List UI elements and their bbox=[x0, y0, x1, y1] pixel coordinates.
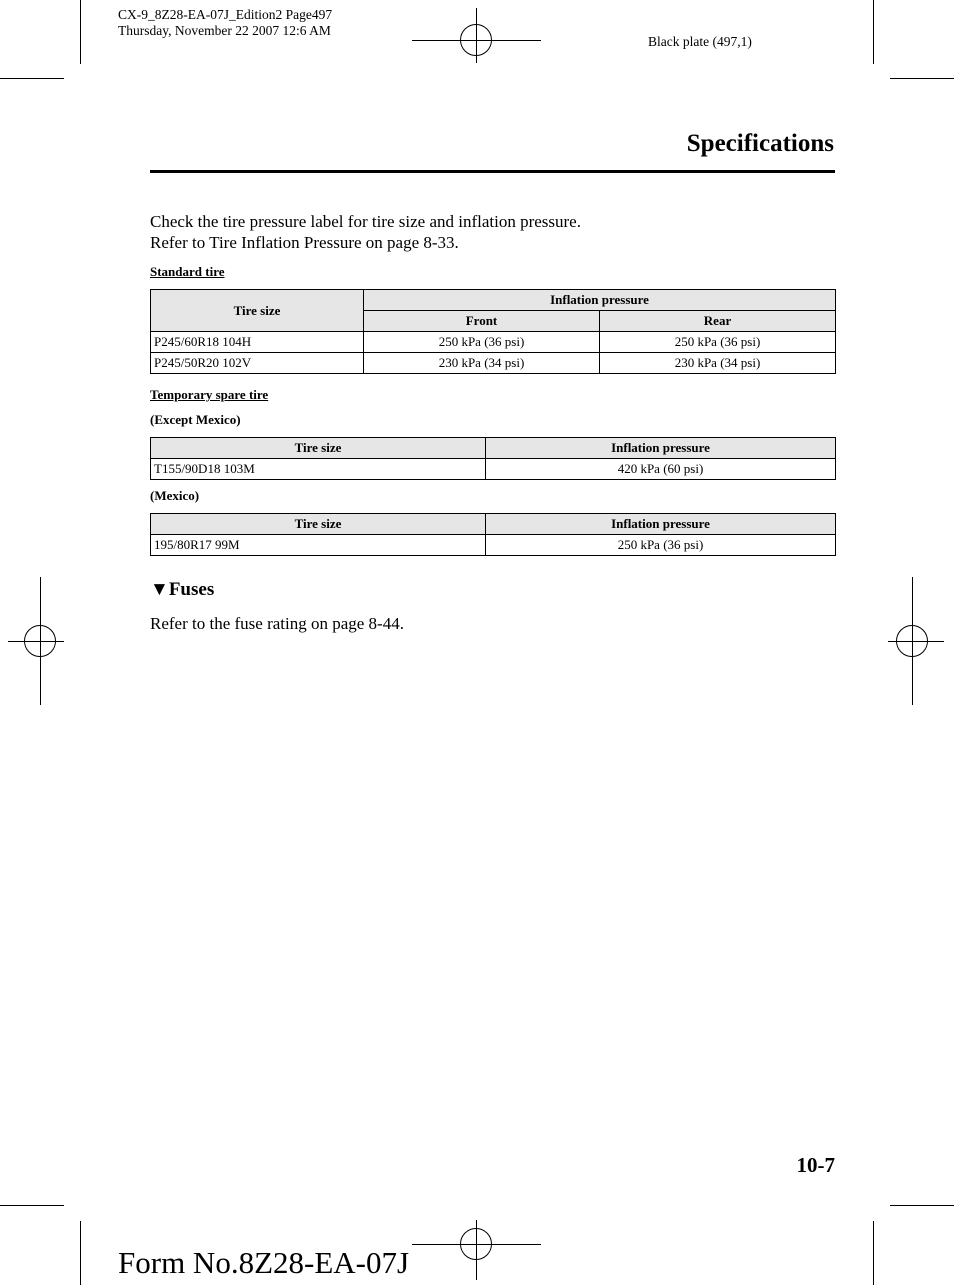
registration-circle bbox=[460, 24, 492, 56]
intro-text bbox=[150, 211, 581, 253]
col-header-tire-size: Tire size bbox=[151, 290, 364, 332]
print-slug bbox=[118, 7, 332, 39]
crop-mark bbox=[873, 1221, 874, 1285]
tire-size-cell: P245/50R20 102V bbox=[151, 353, 364, 374]
table-row bbox=[151, 459, 836, 480]
title-rule bbox=[150, 170, 835, 173]
col-header-inflation: Inflation pressure bbox=[486, 438, 836, 459]
page-title: Specifications bbox=[686, 130, 834, 157]
except-mexico-label: (Except Mexico) bbox=[150, 412, 241, 427]
fuses-title: Fuses bbox=[168, 579, 215, 600]
crop-mark bbox=[890, 1205, 954, 1206]
spare-tire-except-mexico-table bbox=[150, 437, 836, 480]
rear-pressure-cell: 250 kPa (36 psi) bbox=[600, 332, 836, 353]
crop-mark bbox=[890, 78, 954, 79]
tire-size-cell: 195/80R17 99M bbox=[151, 535, 486, 556]
plate-label: Black plate (497,1) bbox=[648, 34, 752, 49]
front-pressure-cell: 250 kPa (36 psi) bbox=[364, 332, 600, 353]
date-line: Thursday, November 22 2007 12:6 AM bbox=[118, 23, 331, 38]
crop-mark bbox=[873, 0, 874, 64]
page-number: 10-7 bbox=[796, 1153, 835, 1177]
spare-tire-mexico-table bbox=[150, 513, 836, 556]
crop-mark bbox=[0, 1205, 64, 1206]
intro-line-2: Refer to Tire Inflation Pressure on page 8-33. bbox=[150, 233, 459, 252]
tire-size-cell: P245/60R18 104H bbox=[151, 332, 364, 353]
col-header-tire-size: Tire size bbox=[151, 514, 486, 535]
spare-tire-heading: Temporary spare tire bbox=[150, 387, 269, 402]
registration-circle bbox=[460, 1228, 492, 1260]
crop-mark bbox=[80, 0, 81, 64]
col-header-rear: Rear bbox=[600, 311, 836, 332]
table-row bbox=[151, 353, 836, 374]
standard-tire-table bbox=[150, 289, 836, 374]
crop-mark bbox=[0, 78, 64, 79]
fuses-heading bbox=[150, 579, 214, 601]
registration-circle bbox=[896, 625, 928, 657]
col-header-tire-size: Tire size bbox=[151, 438, 486, 459]
col-header-inflation: Inflation pressure bbox=[486, 514, 836, 535]
front-pressure-cell: 230 kPa (34 psi) bbox=[364, 353, 600, 374]
pressure-cell: 420 kPa (60 psi) bbox=[486, 459, 836, 480]
triangle-down-icon: ▼ bbox=[150, 579, 169, 600]
fuses-text: Refer to the fuse rating on page 8-44. bbox=[150, 614, 404, 633]
col-header-front: Front bbox=[364, 311, 600, 332]
mexico-label: (Mexico) bbox=[150, 488, 200, 503]
intro-line-1: Check the tire pressure label for tire size and inflation pressure. bbox=[150, 212, 581, 231]
standard-tire-heading: Standard tire bbox=[150, 264, 225, 279]
table-row bbox=[151, 535, 836, 556]
file-line: CX-9_8Z28-EA-07J_Edition2 Page497 bbox=[118, 7, 333, 22]
crop-mark bbox=[80, 1221, 81, 1285]
tire-size-cell: T155/90D18 103M bbox=[151, 459, 486, 480]
pressure-cell: 250 kPa (36 psi) bbox=[486, 535, 836, 556]
table-row bbox=[151, 332, 836, 353]
form-number: Form No.8Z28-EA-07J bbox=[118, 1245, 410, 1280]
rear-pressure-cell: 230 kPa (34 psi) bbox=[600, 353, 836, 374]
registration-circle bbox=[24, 625, 56, 657]
col-header-inflation: Inflation pressure bbox=[364, 290, 836, 311]
